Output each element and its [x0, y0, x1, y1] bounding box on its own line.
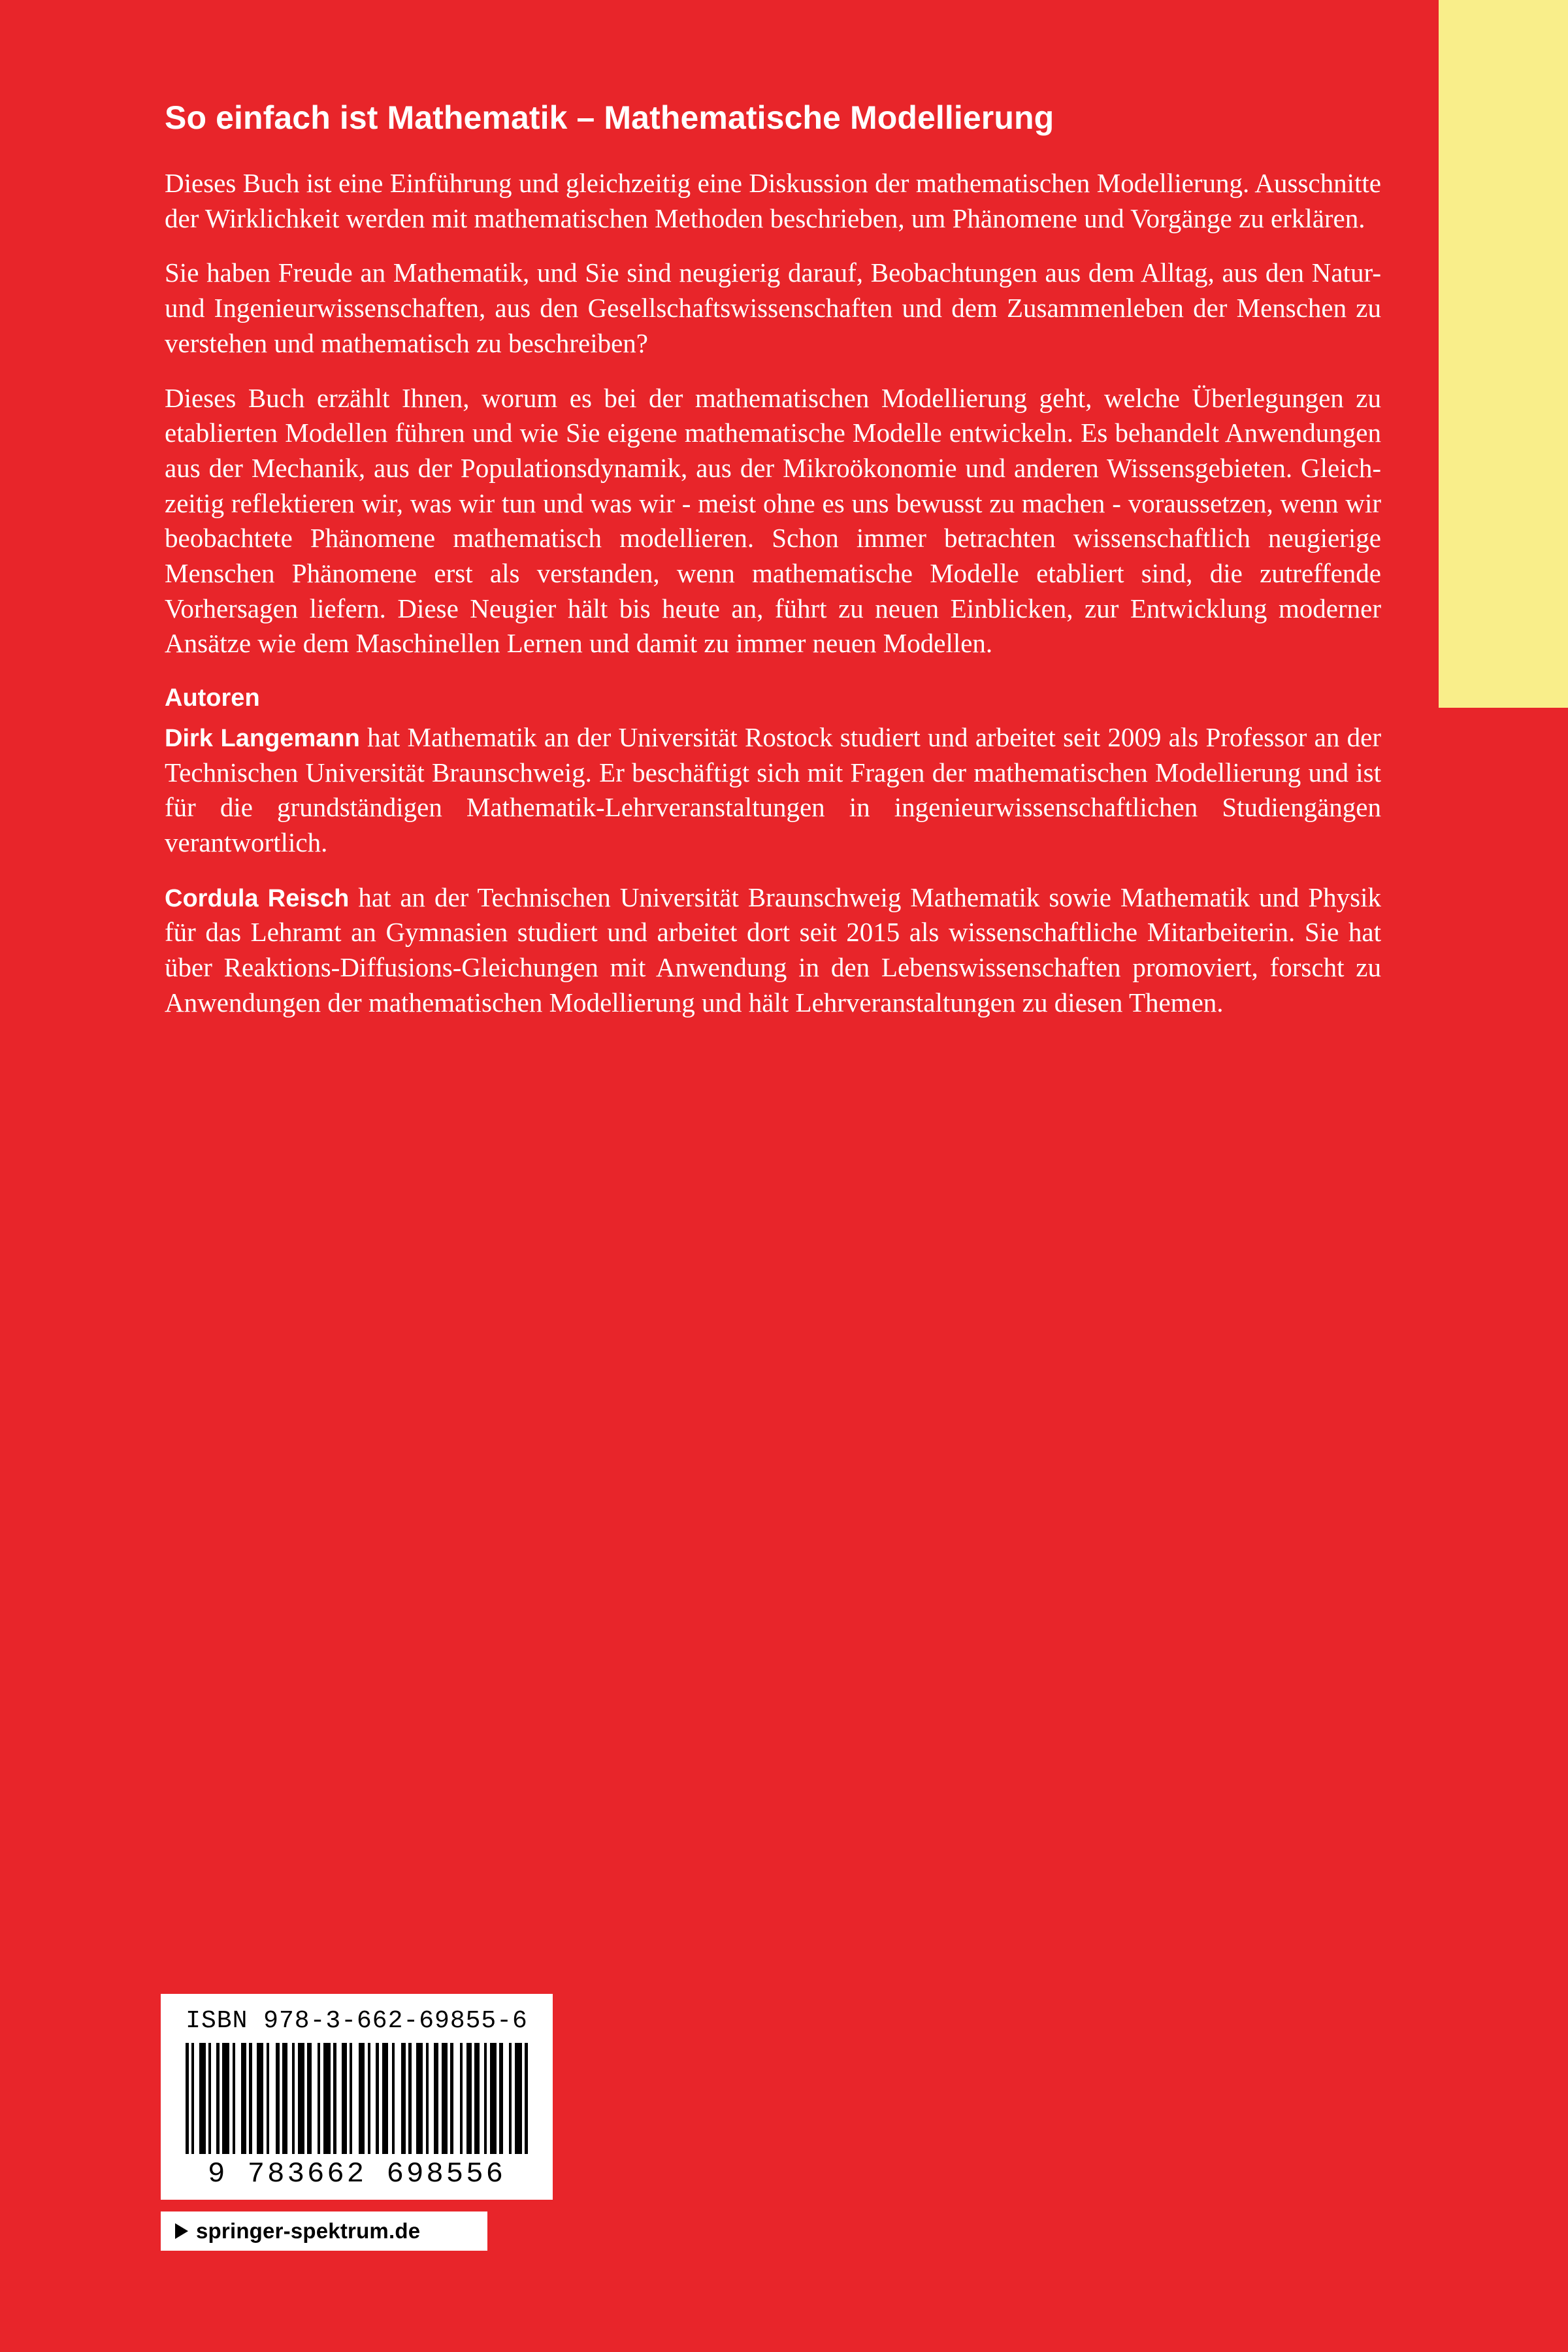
author-bio-text-2: hat an der Technischen Universität Braunschweig Mathematik sowie Mathematik und Physik für das Lehramt an Gymnasien studiert und arbeitet dort seit 2015 als wissenschaftliche Mitarbeiterin. Sie hat über Reaktions-Diffusions-Gleichungen mit Anwendung in den Lebenswissenschaften promoviert, forscht zu Anwendungen der mathematischen Modellierung und hält Lehrveranstaltungen zu diesen Themen.: [165, 882, 1381, 1018]
page-title: So einfach ist Mathematik – Mathematische Modellierung: [165, 99, 1054, 136]
ean-digits: 9 783662 698556: [207, 2158, 506, 2191]
author-name-2: Cordula Reisch: [165, 884, 350, 912]
cover-corner-accent: [1439, 0, 1568, 708]
isbn-barcode: [161, 1994, 553, 2200]
barcode-bars: [161, 2043, 553, 2154]
barcode-area: [161, 1994, 566, 2251]
author-bio-1: [165, 720, 1381, 861]
publisher-url: springer-spektrum.de: [196, 2219, 421, 2243]
author-name-1: Dirk Langemann: [165, 724, 360, 752]
blurb-paragraph-2: Sie haben Freude an Mathematik, und Sie sind neugierig darauf, Beobachtungen aus dem Alltag, aus den Natur- und Ingenieurwissenschaften, aus den Gesellschaftswissenschaften und dem Zusammenleben der Menschen zu verstehen und mathematisch zu beschreiben?: [165, 257, 1381, 358]
back-cover-text-block: [165, 98, 1381, 1040]
authors-heading: Autoren: [165, 684, 260, 712]
publisher-imprint[interactable]: [161, 2211, 487, 2251]
blurb-paragraph-1: Dieses Buch ist eine Einführung und gleichzeitig eine Diskussion der mathematischen Modellierung. Ausschnitte der Wirklichkeit werden mit mathematischen Methoden beschrieben, um Phänomene und Vorgänge zu erklären.: [165, 168, 1381, 233]
blurb-paragraph-3: Dieses Buch erzählt Ihnen, worum es bei der mathematischen Modellierung geht, welche Überlegungen zu etablierten Modellen führen und wie Sie eigene mathematische Modelle entwickeln. Es behandelt Anwendungen aus der Mechanik, aus der Populationsdynamik, aus der Mikroökonomie und anderen Wissensgebieten. Gleichzeitig reflektieren wir, was wir tun und was wir - meist ohne es uns bewusst zu machen - voraussetzen, wenn wir beobachtete Phänomene mathematisch modellieren. Schon immer betrachten wissenschaftlich neugierige Menschen Phänomene erst als verstanden, wenn mathematische Modelle etabliert sind, die zutreffende Vorhersagen liefern. Diese Neugier hält bis heute an, führt zu neuen Einblicken, zur Entwicklung moderner Ansätze wie dem Maschinellen Lernen und damit zu immer neuen Modellen.: [165, 382, 1381, 659]
author-bio-2: [165, 880, 1381, 1021]
author-bio-text-1: hat Mathematik an der Universität Rostock studiert und arbeitet seit 2009 als Professor an der Technischen Universität Braunschweig. Er beschäftigt sich mit Fragen der mathematischen Modellierung und ist für die grundständigen Mathematik-Lehrveranstaltungen in ingenieurwissenschaftlichen Studiengängen verantwortlich.: [165, 721, 1382, 857]
isbn-label: ISBN 978-3-662-69855-6: [186, 2007, 528, 2035]
play-triangle-icon: [175, 2223, 188, 2239]
